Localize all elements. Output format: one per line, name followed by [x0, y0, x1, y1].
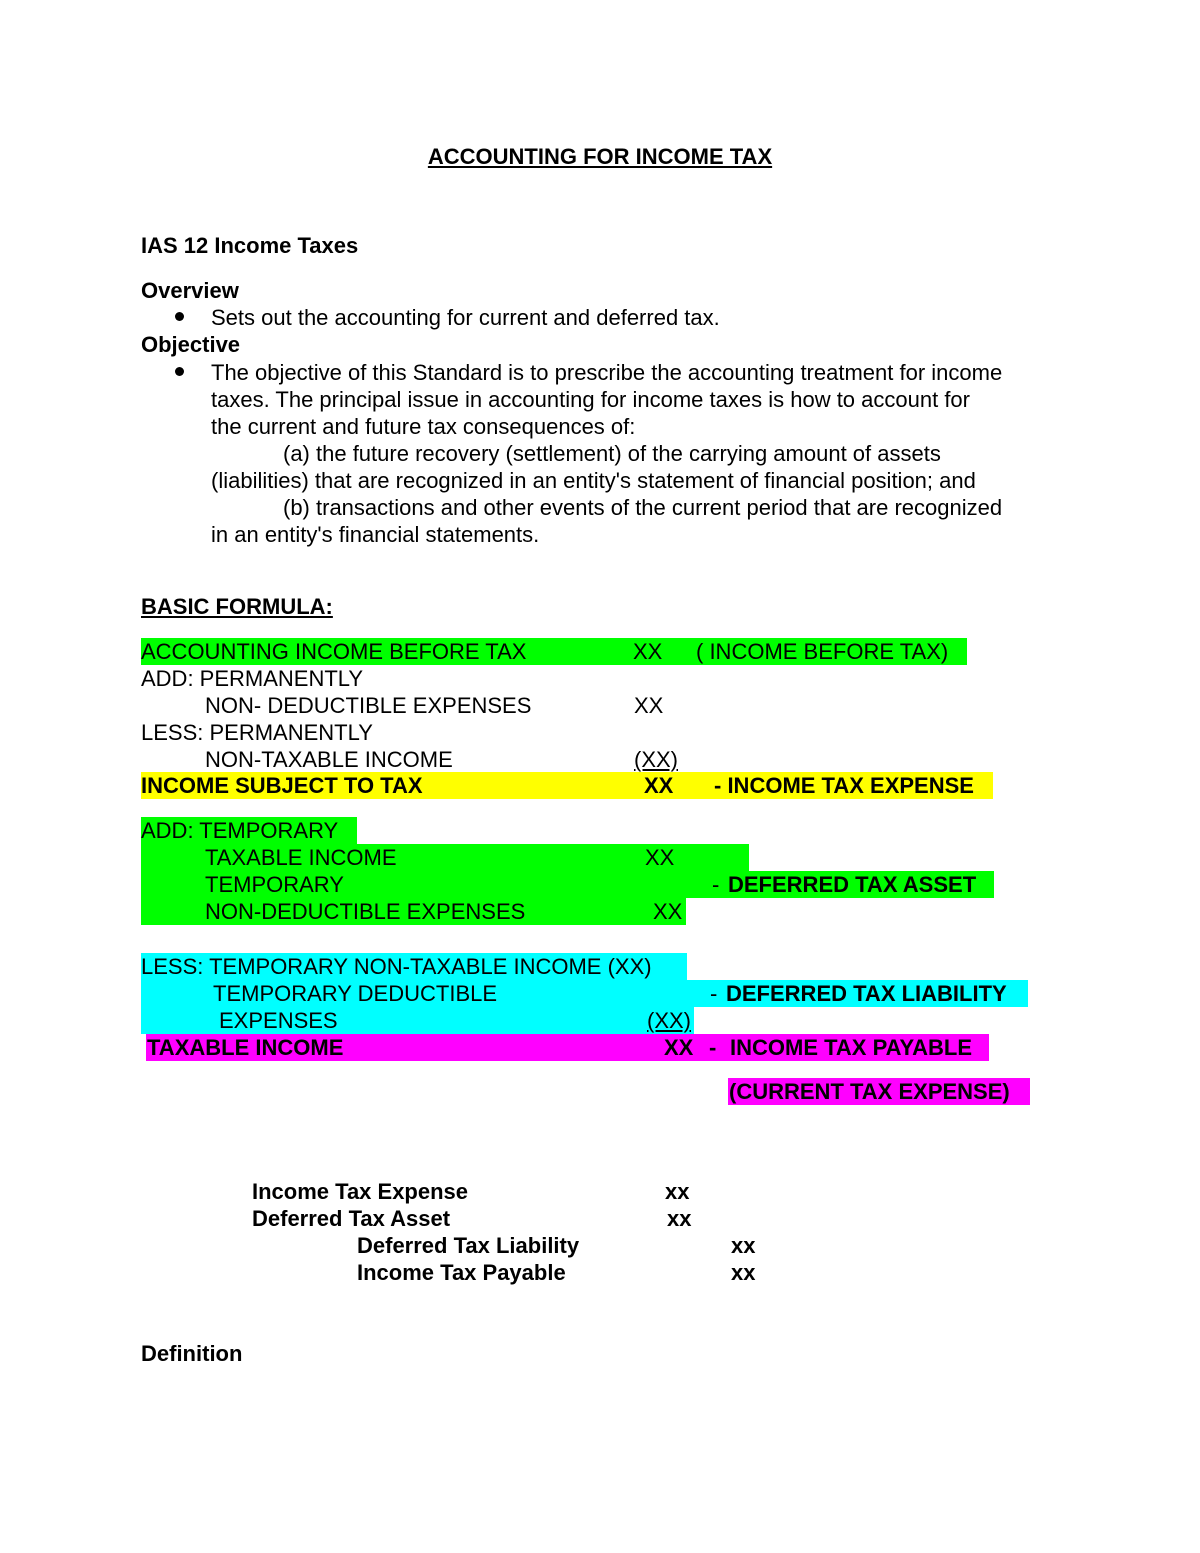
bullet-icon	[175, 312, 184, 321]
objective-line: in an entity's financial statements.	[211, 522, 540, 547]
deferred-tax-asset-dash: -	[712, 872, 720, 897]
journal-account: Deferred Tax Liability	[357, 1233, 580, 1258]
objective-line: (liabilities) that are recognized in an entity's statement of financial position; and	[211, 468, 976, 493]
journal-account: Income Tax Payable	[357, 1260, 566, 1285]
less-temporary-amount: (XX)	[647, 1008, 691, 1033]
less-permanent-item: NON-TAXABLE INCOME	[205, 747, 453, 772]
add-temporary-item: NON-DEDUCTIBLE EXPENSES	[205, 899, 526, 924]
journal-account: Deferred Tax Asset	[252, 1206, 451, 1231]
overview-bullet-text: Sets out the accounting for current and deferred tax.	[211, 305, 720, 330]
deferred-tax-liability-note: DEFERRED TAX LIABILITY	[726, 981, 1007, 1006]
taxable-income-label: TAXABLE INCOME	[147, 1035, 344, 1060]
definition-heading: Definition	[141, 1341, 243, 1366]
deferred-tax-asset-note: DEFERRED TAX ASSET	[728, 872, 977, 897]
objective-line: (b) transactions and other events of the current period that are recognized	[283, 495, 1003, 520]
income-subject-amount: XX	[644, 773, 674, 798]
deferred-tax-liability-dash: -	[710, 981, 718, 1006]
add-permanent-amount: XX	[634, 693, 664, 718]
overview-heading: Overview	[141, 278, 239, 303]
less-permanent-amount: (XX)	[634, 747, 678, 772]
journal-amount: xx	[731, 1260, 756, 1285]
add-temporary-amount: XX	[645, 845, 675, 870]
income-subject-note: - INCOME TAX EXPENSE	[714, 773, 974, 798]
taxable-income-note: INCOME TAX PAYABLE	[730, 1035, 973, 1060]
journal-account: Income Tax Expense	[252, 1179, 469, 1204]
less-temporary-item: EXPENSES	[219, 1008, 338, 1033]
current-tax-expense-note: (CURRENT TAX EXPENSE)	[729, 1079, 1010, 1104]
accounting-income-note: ( INCOME BEFORE TAX)	[696, 639, 949, 664]
journal-amount: xx	[731, 1233, 756, 1258]
page-title: ACCOUNTING FOR INCOME TAX	[427, 144, 773, 169]
journal-amount: xx	[667, 1206, 692, 1231]
formula-heading: BASIC FORMULA:	[141, 594, 333, 619]
taxable-income-amount: XX	[664, 1035, 694, 1060]
bullet-icon	[175, 367, 184, 376]
objective-line: The objective of this Standard is to prescribe the accounting treatment for income	[211, 360, 1003, 385]
journal-amount: xx	[665, 1179, 690, 1204]
accounting-income-amount: XX	[633, 639, 663, 664]
standard-heading: IAS 12 Income Taxes	[141, 233, 359, 258]
objective-heading: Objective	[141, 332, 241, 357]
add-temporary-label: ADD: TEMPORARY	[141, 818, 339, 843]
objective-line: taxes. The principal issue in accounting for income taxes is how to account for	[211, 387, 970, 412]
less-temporary-label: LESS: TEMPORARY NON-TAXABLE INCOME (XX)	[141, 954, 652, 979]
objective-line: (a) the future recovery (settlement) of the carrying amount of assets	[283, 441, 941, 466]
taxable-income-dash: -	[709, 1035, 717, 1060]
less-permanent-label: LESS: PERMANENTLY	[141, 720, 373, 745]
add-temporary-item: TEMPORARY	[205, 872, 344, 897]
add-temporary-amount: XX	[653, 899, 683, 924]
objective-line: the current and future tax consequences of:	[211, 414, 636, 439]
add-temporary-item: TAXABLE INCOME	[205, 845, 397, 870]
accounting-income-label: ACCOUNTING INCOME BEFORE TAX	[141, 639, 527, 664]
add-permanent-item: NON- DEDUCTIBLE EXPENSES	[205, 693, 532, 718]
add-permanent-label: ADD: PERMANENTLY	[141, 666, 364, 691]
less-temporary-item: TEMPORARY DEDUCTIBLE	[213, 981, 498, 1006]
income-subject-label: INCOME SUBJECT TO TAX	[141, 773, 423, 798]
